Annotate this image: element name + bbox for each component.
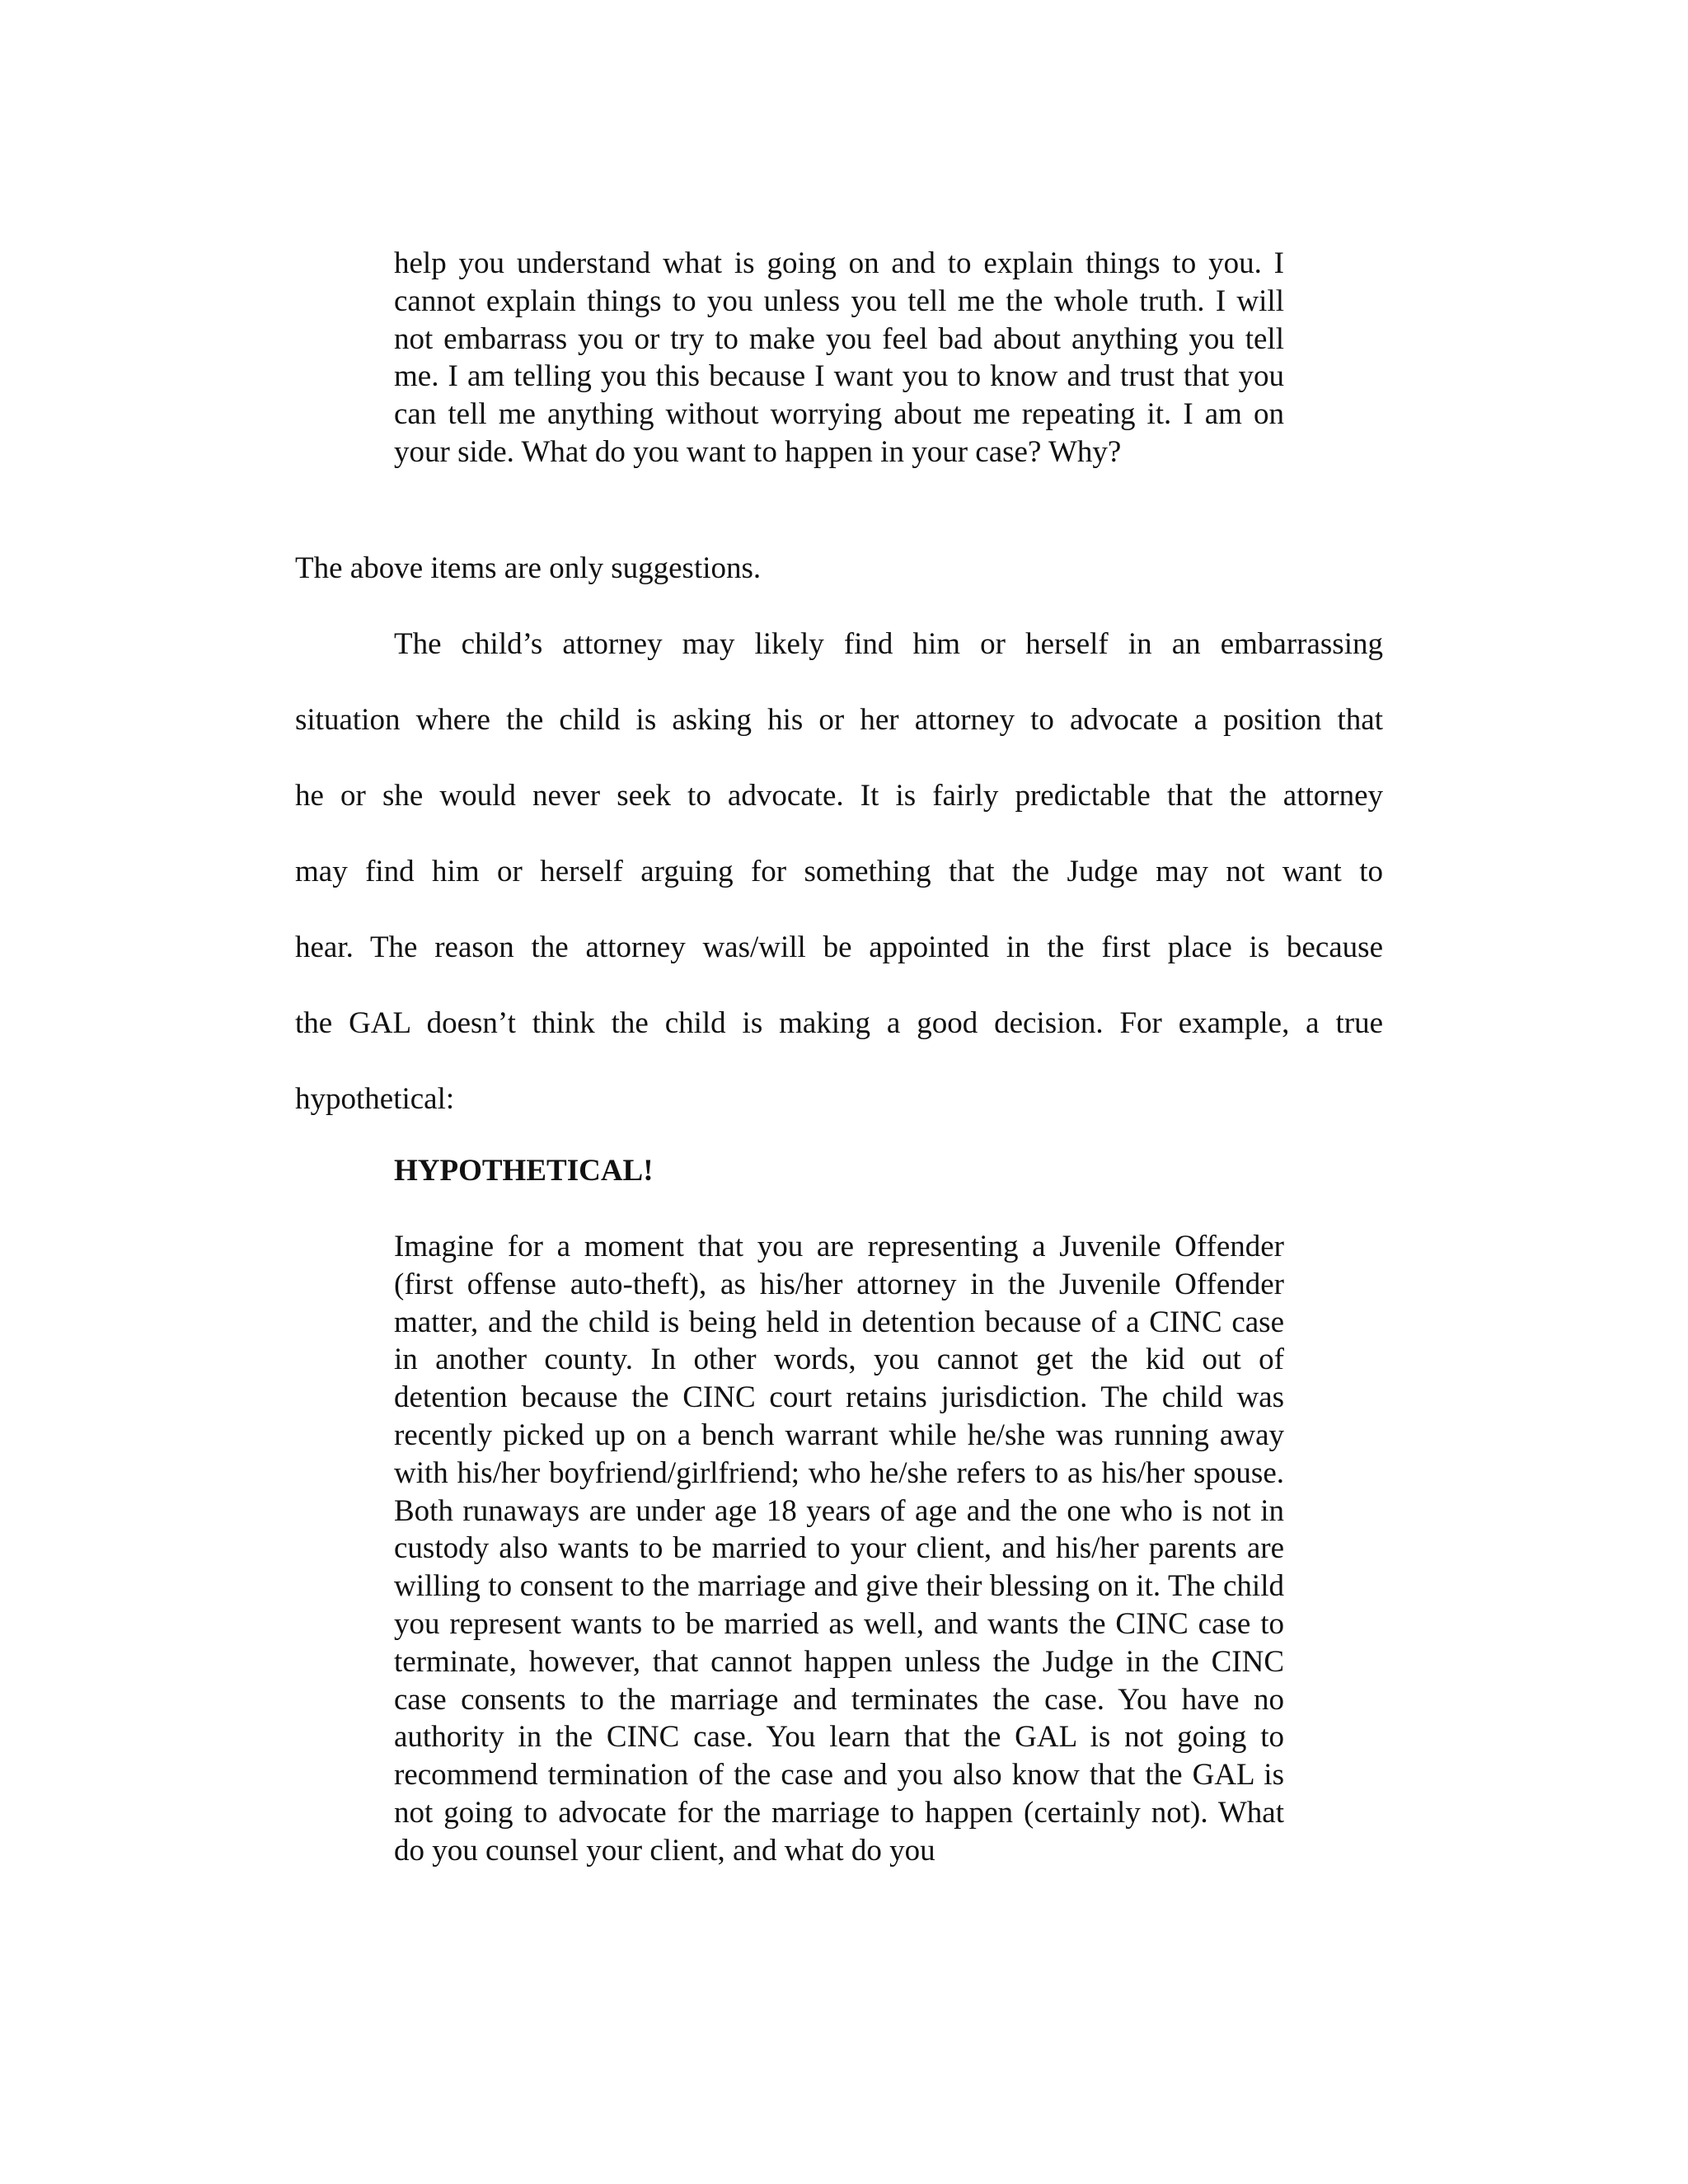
body-paragraph-line-3: he or she would never seek to advocate. It is fairly predictable that the attorney [295, 779, 1383, 813]
note-line: The above items are only suggestions. [295, 551, 762, 585]
body-paragraph-line-7: hypothetical: [295, 1082, 455, 1116]
body-paragraph-line-5: hear. The reason the attorney was/will be appointed in the first place is because [295, 930, 1383, 964]
block-quote-interview-script: help you understand what is going on and to explain things to you. I cannot explain things to you unless you tell me the whole truth. I will not embarrass you or try to make you feel bad about anything you tell me. I am telling you this because I want you to know and trust that you can tell me anything without worrying about me repeating it. I am on your side. What do you want to happen in your case? Why? [394, 246, 1284, 469]
body-paragraph-line-1: The child’s attorney may likely find him or herself in an embarrassing [394, 627, 1383, 661]
hypothetical-heading: HYPOTHETICAL! [394, 1154, 654, 1188]
body-paragraph-line-6: the GAL doesn’t think the child is making a good decision. For example, a true [295, 1006, 1383, 1040]
block-quote-hypothetical: Imagine for a moment that you are representing a Juvenile Offender (first offense auto-theft), as his/her attorney in the Juvenile Offender matter, and the child is being held in detention because of a CINC case in another county. In other words, you cannot get the kid out of detention because the CINC court retains jurisdiction. The child was recently picked up on a bench warrant while he/she was running away with his/her boyfriend/girlfriend; who he/she refers to as his/her spouse. Both runaways are under age 18 years of age and the one who is not in custody also wants to be married to your client, and his/her parents are willing to consent to the marriage and give their blessing on it. The child you represent wants to be married as well, and wants the CINC case to terminate, however, that cannot happen unless the Judge in the CINC case consents to the marriage and terminates the case. You have no authority in the CINC case. You learn that the GAL is not going to recommend termination of the case and you also know that the GAL is not going to advocate for the marriage to happen (certainly not). What do you counsel your client, and what do you [394, 1230, 1284, 1868]
body-paragraph-line-2: situation where the child is asking his or her attorney to advocate a position that [295, 703, 1383, 737]
body-paragraph-line-4: may find him or herself arguing for something that the Judge may not want to [295, 855, 1383, 888]
